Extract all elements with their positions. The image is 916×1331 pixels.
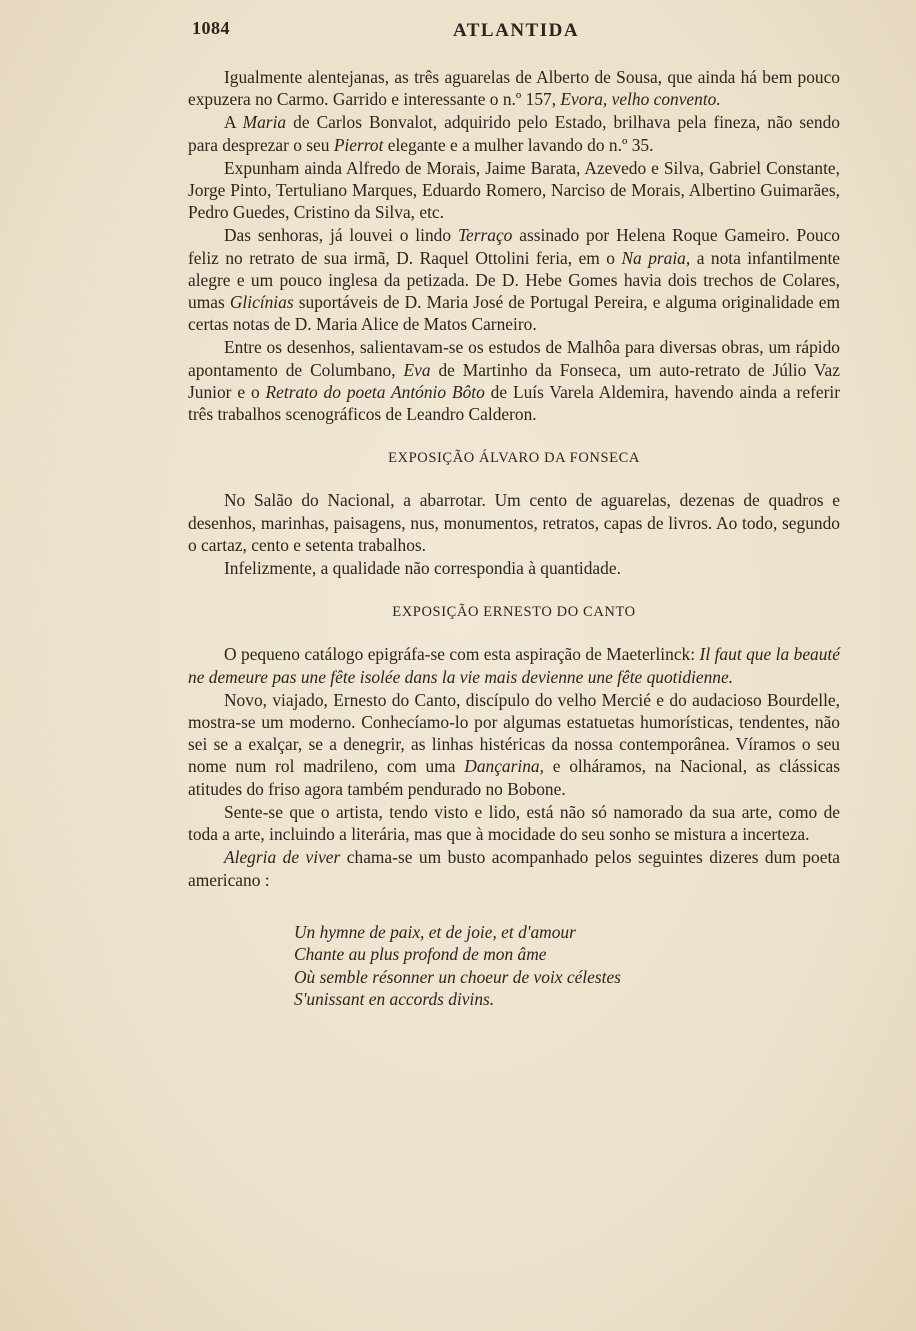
section-heading-ernesto-do-canto: EXPOSIÇÃO ERNESTO DO CANTO: [392, 604, 636, 621]
verse-line: Un hymne de paix, et de joie, et d'amour: [294, 921, 576, 942]
paragraph: [188, 801, 840, 845]
text-run: Sente-se que o artista, tendo visto e lido, está não só namorado da sua arte, como de toda a arte, incluindo a literária, mas que à mocidade do seu sonho se mistura a incerteza.: [188, 801, 840, 845]
paragraph: [188, 336, 840, 425]
verse-line: S'unissant en accords divins.: [294, 988, 495, 1009]
italic-title: Evora, velho convento.: [560, 89, 721, 110]
paragraph: [188, 224, 840, 335]
text-run: No Salão do Nacional, a abarrotar. Um cento de aguarelas, dezenas de quadros e desenhos, marinhas, paisagens, nus, monumentos, retratos, capas de livros. Ao todo, segundo o cartaz, cento e setenta trabalhos.: [188, 490, 840, 555]
italic-title: Na praia,: [621, 247, 691, 268]
verse-line: Où semble résonner un choeur de voix célestes: [294, 966, 621, 987]
verse-line: Chante au plus profond de mon âme: [294, 944, 547, 965]
paragraph: [188, 489, 840, 556]
italic-title: Pierrot: [333, 134, 384, 155]
italic-title: Il faut que la beauté ne demeure pas une fête isolée dans la vie mais devienne une fête quotidienne.: [188, 644, 840, 687]
paragraph: [188, 157, 840, 224]
text-run: Infelizmente, a qualidade não correspondia à quantidade.: [224, 558, 621, 579]
paragraph: [188, 557, 840, 579]
paragraph: [188, 111, 840, 155]
text-run: A: [224, 112, 243, 133]
text-run: de Martinho da Fonseca, um auto-retrato de Júlio Vaz Junior e o: [188, 359, 840, 402]
text-run: assinado por Helena Roque Gameiro. Pouco feliz no retrato de sua irmã, D. Raquel Ottolini feria, em o: [188, 225, 840, 268]
italic-title: Eva: [403, 359, 431, 380]
text-run: O pequeno catálogo epigráfa-se com esta aspiração de Maeterlinck:: [224, 644, 700, 665]
running-head: [186, 18, 846, 48]
italic-title: Glicínias: [229, 292, 294, 313]
text-run: a nota infantilmente alegre e um pouco inglesa da petizada. De D. Hebe Gomes havia dois trechos de Colares, umas: [188, 247, 840, 313]
text-run: Expunham ainda Alfredo de Morais, Jaime Barata, Azevedo e Silva, Gabriel Constante, Jorge Pinto, Tertuliano Marques, Eduardo Romero, Narciso de Morais, Albertino Guimarães, Pedro Guedes, Cristino da Silva, etc.: [188, 157, 840, 223]
text-run: elegante e a mulher lavando do n.º 35.: [383, 134, 654, 155]
section-canto-paragraphs: [188, 643, 840, 890]
paragraph: [188, 66, 840, 110]
text-run: Novo, viajado, Ernesto do Canto, discípulo do velho Mercié e do audacioso Bourdelle, mostra-se um moderno. Conhecíamo-lo por algumas estatuetas humorísticas, tendentes, não sei se a exalçar, se a denegrir, as linhas histéricas da nossa contemporânea. Víramos o seu nome num rol madrileno, com uma: [188, 689, 840, 777]
text-run: Das senhoras, já louvei o lindo: [224, 225, 458, 246]
paragraph: [188, 689, 840, 800]
italic-title: Dançarina,: [464, 756, 544, 777]
text-run: Igualmente alentejanas, as três aguarelas de Alberto de Sousa, que ainda há bem pouco expuzera no Carmo. Garrido e interessante o n.º 157,: [188, 67, 840, 110]
page-body: [188, 66, 840, 1010]
text-run: de Carlos Bonvalot, adquirido pelo Estado, brilhava pela fineza, não sendo para desprezar o seu: [188, 112, 840, 155]
intro-paragraphs: [188, 66, 840, 425]
page-number: 1084: [192, 18, 230, 38]
section-heading-alvaro-da-fonseca: EXPOSIÇÃO ÁLVARO DA FONSECA: [388, 450, 640, 467]
verse-quotation: [294, 921, 840, 1011]
section-fonseca-paragraphs: [188, 489, 840, 579]
text-run: suportáveis de D. Maria José de Portugal Pereira, e alguma originalidade em certas notas de D. Maria Alice de Matos Carneiro.: [188, 292, 840, 335]
text-run: chama-se um busto acompanhado pelos seguintes dizeres dum poeta americano :: [188, 847, 840, 890]
italic-title: Alegria de viver: [224, 847, 341, 868]
paragraph: [188, 643, 840, 687]
italic-title: Terraço: [457, 225, 513, 246]
text-run: e olháramos, na Nacional, as clássicas atitudes do friso agora também pendurado no Bobone.: [188, 756, 840, 799]
journal-title: ATLANTIDA: [452, 20, 580, 41]
text-run: de Luís Varela Aldemira, havendo ainda a referir três trabalhos scenográficos de Leandro Calderon.: [188, 381, 840, 425]
text-run: Entre os desenhos, salientavam-se os estudos de Malhôa para diversas obras, um rápido apontamento de Columbano,: [188, 337, 840, 380]
paragraph: [188, 846, 840, 890]
italic-title: Retrato do poeta António Bôto: [265, 381, 485, 402]
italic-title: Maria: [242, 112, 287, 133]
